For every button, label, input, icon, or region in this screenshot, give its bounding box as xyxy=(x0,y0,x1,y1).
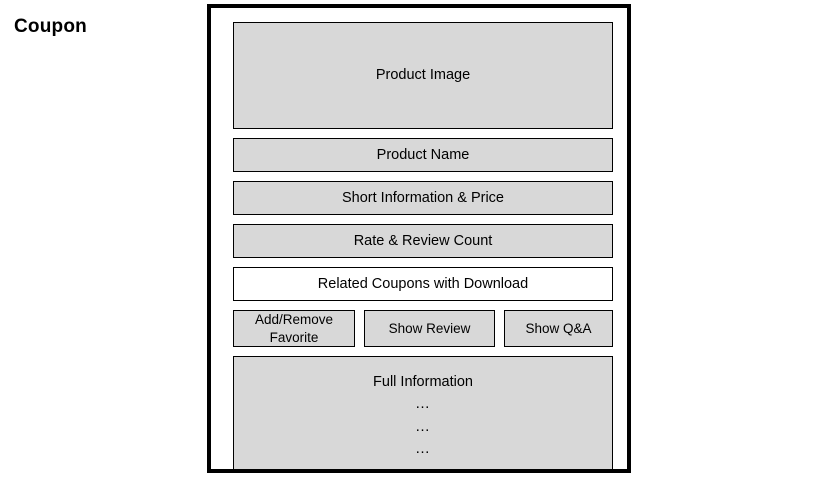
show-qa-label: Show Q&A xyxy=(525,320,592,336)
show-review-button[interactable] xyxy=(364,310,495,347)
full-information-ellipsis-1: … xyxy=(415,395,431,413)
full-information-block xyxy=(233,356,613,470)
full-information-ellipsis-2: … xyxy=(415,417,431,435)
related-coupons-label: Related Coupons with Download xyxy=(317,275,529,292)
add-remove-favorite-label: Add/Remove Favorite xyxy=(254,311,334,345)
show-qa-button[interactable] xyxy=(504,310,613,347)
short-information-price-block xyxy=(233,181,613,215)
rate-review-count-block xyxy=(233,224,613,258)
product-image-label: Product Image xyxy=(375,67,471,84)
product-name-label: Product Name xyxy=(376,146,470,163)
short-information-price-label: Short Information & Price xyxy=(342,189,504,206)
screen-frame xyxy=(207,4,631,473)
page-title: Coupon xyxy=(14,16,87,37)
show-review-label: Show Review xyxy=(388,320,471,336)
product-image-block xyxy=(233,22,613,129)
rate-review-count-label: Rate & Review Count xyxy=(353,232,493,249)
full-information-ellipsis-3: … xyxy=(415,440,431,458)
full-information-label: Full Information xyxy=(373,374,473,390)
action-button-row xyxy=(233,310,613,347)
product-name-block xyxy=(233,138,613,172)
screen-content-stack xyxy=(233,22,613,470)
add-remove-favorite-button[interactable] xyxy=(233,310,355,347)
related-coupons-block[interactable] xyxy=(233,267,613,301)
